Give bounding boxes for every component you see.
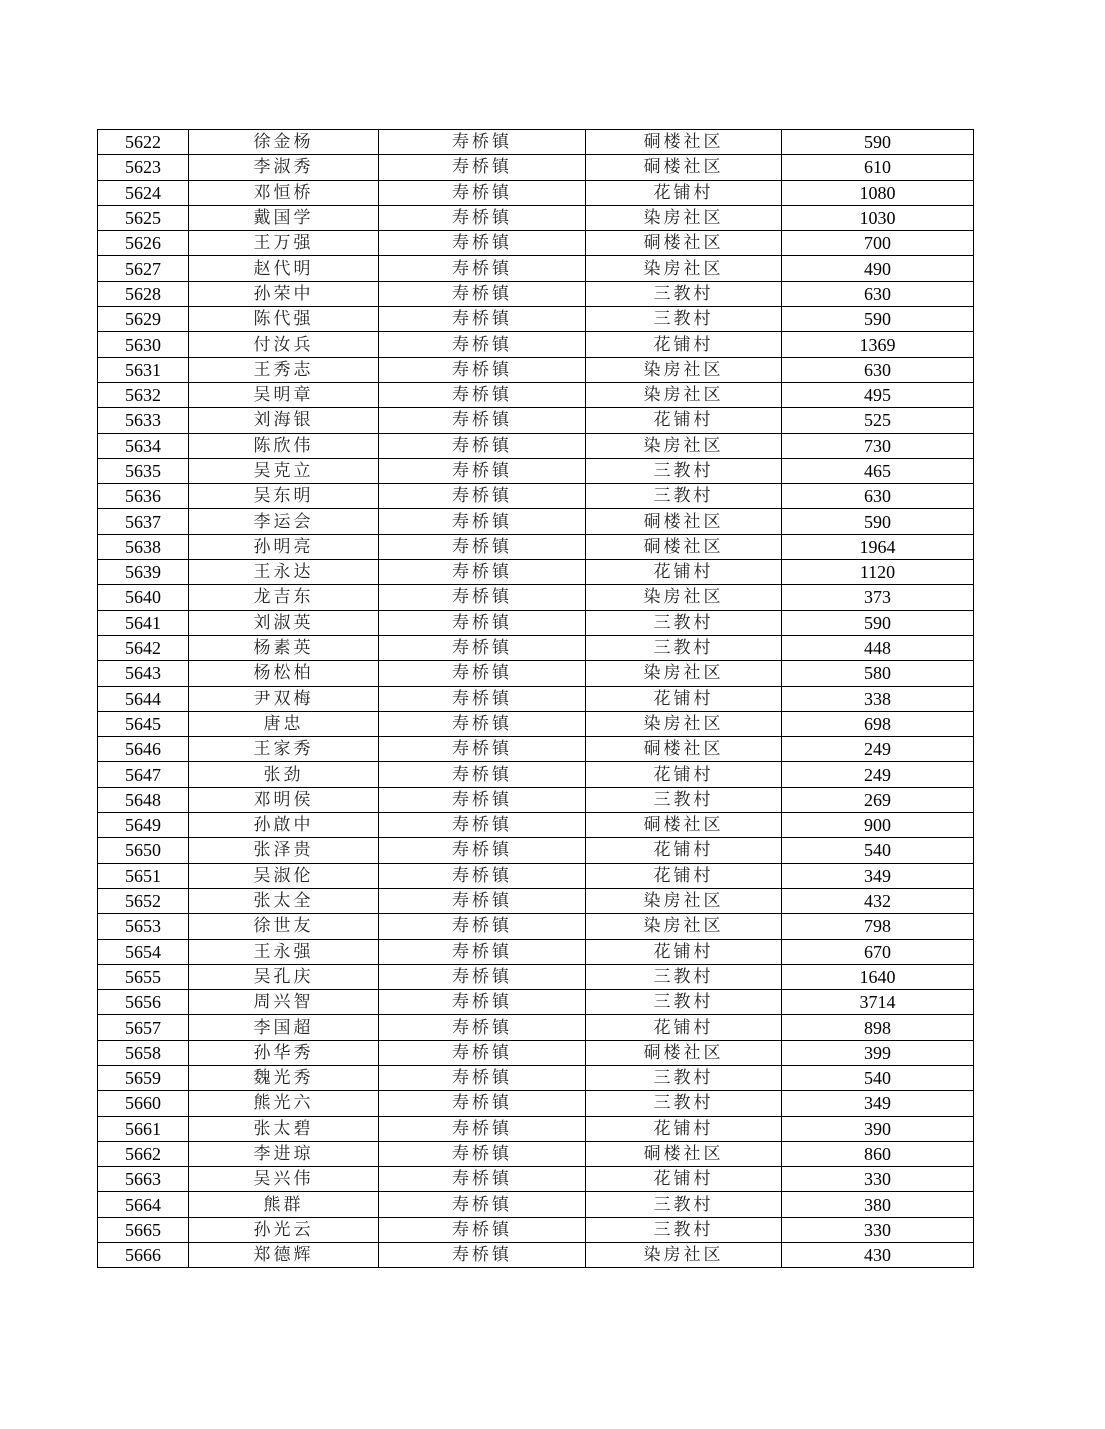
- row-number-cell: 5639: [98, 560, 189, 585]
- person-name-cell: 邓明侯: [189, 787, 379, 812]
- row-number-cell: 5647: [98, 762, 189, 787]
- amount-cell: 1964: [782, 534, 974, 559]
- village-cell: 染房社区: [586, 1243, 782, 1268]
- row-number-cell: 5666: [98, 1243, 189, 1268]
- table-body: [98, 130, 974, 1268]
- town-cell: 寿桥镇: [379, 130, 586, 155]
- village-cell: 硐楼社区: [586, 534, 782, 559]
- amount-cell: 373: [782, 585, 974, 610]
- village-cell: 染房社区: [586, 711, 782, 736]
- town-cell: 寿桥镇: [379, 332, 586, 357]
- amount-cell: 540: [782, 838, 974, 863]
- amount-cell: 390: [782, 1116, 974, 1141]
- person-name-cell: 唐忠: [189, 711, 379, 736]
- person-name-cell: 吴克立: [189, 458, 379, 483]
- village-cell: 硐楼社区: [586, 130, 782, 155]
- row-number-cell: 5664: [98, 1192, 189, 1217]
- table-row: [98, 888, 974, 913]
- person-name-cell: 李国超: [189, 1015, 379, 1040]
- person-name-cell: 张泽贵: [189, 838, 379, 863]
- person-name-cell: 戴国学: [189, 205, 379, 230]
- table-row: [98, 256, 974, 281]
- town-cell: 寿桥镇: [379, 964, 586, 989]
- town-cell: 寿桥镇: [379, 1243, 586, 1268]
- village-cell: 染房社区: [586, 256, 782, 281]
- amount-cell: 490: [782, 256, 974, 281]
- table-row: [98, 686, 974, 711]
- table-row: [98, 307, 974, 332]
- person-name-cell: 杨素英: [189, 635, 379, 660]
- person-name-cell: 吴明章: [189, 382, 379, 407]
- village-cell: 三教村: [586, 1217, 782, 1242]
- village-cell: 三教村: [586, 635, 782, 660]
- person-name-cell: 孙明亮: [189, 534, 379, 559]
- amount-cell: 730: [782, 433, 974, 458]
- amount-cell: 448: [782, 635, 974, 660]
- person-name-cell: 付汝兵: [189, 332, 379, 357]
- person-name-cell: 熊群: [189, 1192, 379, 1217]
- table-row: [98, 787, 974, 812]
- town-cell: 寿桥镇: [379, 458, 586, 483]
- amount-cell: 249: [782, 762, 974, 787]
- row-number-cell: 5633: [98, 408, 189, 433]
- amount-cell: 590: [782, 509, 974, 534]
- town-cell: 寿桥镇: [379, 1091, 586, 1116]
- row-number-cell: 5630: [98, 332, 189, 357]
- row-number-cell: 5661: [98, 1116, 189, 1141]
- table-row: [98, 990, 974, 1015]
- town-cell: 寿桥镇: [379, 408, 586, 433]
- table-row: [98, 585, 974, 610]
- amount-cell: 465: [782, 458, 974, 483]
- person-name-cell: 孙荣中: [189, 281, 379, 306]
- town-cell: 寿桥镇: [379, 838, 586, 863]
- town-cell: 寿桥镇: [379, 1040, 586, 1065]
- village-cell: 三教村: [586, 458, 782, 483]
- table-row: [98, 661, 974, 686]
- table-row: [98, 610, 974, 635]
- table-row: [98, 1040, 974, 1065]
- town-cell: 寿桥镇: [379, 281, 586, 306]
- amount-cell: 349: [782, 1091, 974, 1116]
- town-cell: 寿桥镇: [379, 888, 586, 913]
- town-cell: 寿桥镇: [379, 231, 586, 256]
- row-number-cell: 5640: [98, 585, 189, 610]
- row-number-cell: 5649: [98, 813, 189, 838]
- amount-cell: 580: [782, 661, 974, 686]
- amount-cell: 630: [782, 357, 974, 382]
- village-cell: 花铺村: [586, 560, 782, 585]
- person-name-cell: 陈代强: [189, 307, 379, 332]
- amount-cell: 670: [782, 939, 974, 964]
- town-cell: 寿桥镇: [379, 1015, 586, 1040]
- amount-cell: 590: [782, 307, 974, 332]
- person-name-cell: 邓恒桥: [189, 180, 379, 205]
- row-number-cell: 5645: [98, 711, 189, 736]
- table-row: [98, 130, 974, 155]
- village-cell: 花铺村: [586, 1116, 782, 1141]
- row-number-cell: 5660: [98, 1091, 189, 1116]
- person-name-cell: 孙光云: [189, 1217, 379, 1242]
- table-row: [98, 281, 974, 306]
- town-cell: 寿桥镇: [379, 813, 586, 838]
- person-name-cell: 王永达: [189, 560, 379, 585]
- table-row: [98, 560, 974, 585]
- village-cell: 花铺村: [586, 686, 782, 711]
- town-cell: 寿桥镇: [379, 762, 586, 787]
- row-number-cell: 5650: [98, 838, 189, 863]
- town-cell: 寿桥镇: [379, 863, 586, 888]
- table-row: [98, 332, 974, 357]
- row-number-cell: 5662: [98, 1141, 189, 1166]
- town-cell: 寿桥镇: [379, 1116, 586, 1141]
- town-cell: 寿桥镇: [379, 610, 586, 635]
- town-cell: 寿桥镇: [379, 534, 586, 559]
- row-number-cell: 5629: [98, 307, 189, 332]
- village-cell: 硐楼社区: [586, 231, 782, 256]
- village-cell: 硐楼社区: [586, 1141, 782, 1166]
- amount-cell: 249: [782, 737, 974, 762]
- village-cell: 硐楼社区: [586, 813, 782, 838]
- town-cell: 寿桥镇: [379, 939, 586, 964]
- row-number-cell: 5648: [98, 787, 189, 812]
- town-cell: 寿桥镇: [379, 686, 586, 711]
- amount-cell: 610: [782, 155, 974, 180]
- village-cell: 硐楼社区: [586, 737, 782, 762]
- table-row: [98, 484, 974, 509]
- person-name-cell: 尹双梅: [189, 686, 379, 711]
- person-name-cell: 周兴智: [189, 990, 379, 1015]
- data-table: [97, 129, 974, 1268]
- table-row: [98, 1141, 974, 1166]
- row-number-cell: 5665: [98, 1217, 189, 1242]
- town-cell: 寿桥镇: [379, 256, 586, 281]
- village-cell: 花铺村: [586, 1167, 782, 1192]
- village-cell: 花铺村: [586, 408, 782, 433]
- row-number-cell: 5637: [98, 509, 189, 534]
- table-row: [98, 1065, 974, 1090]
- village-cell: 花铺村: [586, 939, 782, 964]
- table-row: [98, 534, 974, 559]
- person-name-cell: 刘海银: [189, 408, 379, 433]
- person-name-cell: 王永强: [189, 939, 379, 964]
- amount-cell: 430: [782, 1243, 974, 1268]
- town-cell: 寿桥镇: [379, 560, 586, 585]
- person-name-cell: 魏光秀: [189, 1065, 379, 1090]
- row-number-cell: 5656: [98, 990, 189, 1015]
- row-number-cell: 5634: [98, 433, 189, 458]
- person-name-cell: 吴东明: [189, 484, 379, 509]
- table-row: [98, 1192, 974, 1217]
- village-cell: 硐楼社区: [586, 509, 782, 534]
- amount-cell: 349: [782, 863, 974, 888]
- amount-cell: 1030: [782, 205, 974, 230]
- person-name-cell: 陈欣伟: [189, 433, 379, 458]
- village-cell: 三教村: [586, 484, 782, 509]
- table-row: [98, 939, 974, 964]
- table-row: [98, 711, 974, 736]
- town-cell: 寿桥镇: [379, 433, 586, 458]
- town-cell: 寿桥镇: [379, 914, 586, 939]
- person-name-cell: 吴淑伦: [189, 863, 379, 888]
- town-cell: 寿桥镇: [379, 1065, 586, 1090]
- row-number-cell: 5635: [98, 458, 189, 483]
- amount-cell: 898: [782, 1015, 974, 1040]
- person-name-cell: 张太碧: [189, 1116, 379, 1141]
- person-name-cell: 徐世友: [189, 914, 379, 939]
- town-cell: 寿桥镇: [379, 661, 586, 686]
- village-cell: 染房社区: [586, 357, 782, 382]
- village-cell: 三教村: [586, 1192, 782, 1217]
- person-name-cell: 张太全: [189, 888, 379, 913]
- town-cell: 寿桥镇: [379, 205, 586, 230]
- row-number-cell: 5654: [98, 939, 189, 964]
- village-cell: 染房社区: [586, 205, 782, 230]
- table-row: [98, 635, 974, 660]
- person-name-cell: 吴兴伟: [189, 1167, 379, 1192]
- amount-cell: 525: [782, 408, 974, 433]
- amount-cell: 798: [782, 914, 974, 939]
- amount-cell: 269: [782, 787, 974, 812]
- table-row: [98, 863, 974, 888]
- row-number-cell: 5627: [98, 256, 189, 281]
- town-cell: 寿桥镇: [379, 737, 586, 762]
- person-name-cell: 杨松柏: [189, 661, 379, 686]
- town-cell: 寿桥镇: [379, 155, 586, 180]
- row-number-cell: 5652: [98, 888, 189, 913]
- row-number-cell: 5658: [98, 1040, 189, 1065]
- table-row: [98, 964, 974, 989]
- amount-cell: 330: [782, 1217, 974, 1242]
- table-row: [98, 458, 974, 483]
- row-number-cell: 5622: [98, 130, 189, 155]
- row-number-cell: 5626: [98, 231, 189, 256]
- village-cell: 花铺村: [586, 180, 782, 205]
- village-cell: 三教村: [586, 307, 782, 332]
- person-name-cell: 孙啟中: [189, 813, 379, 838]
- table-row: [98, 155, 974, 180]
- row-number-cell: 5651: [98, 863, 189, 888]
- amount-cell: 540: [782, 1065, 974, 1090]
- row-number-cell: 5624: [98, 180, 189, 205]
- amount-cell: 860: [782, 1141, 974, 1166]
- person-name-cell: 郑德辉: [189, 1243, 379, 1268]
- person-name-cell: 王秀志: [189, 357, 379, 382]
- amount-cell: 432: [782, 888, 974, 913]
- person-name-cell: 吴孔庆: [189, 964, 379, 989]
- village-cell: 花铺村: [586, 1015, 782, 1040]
- row-number-cell: 5631: [98, 357, 189, 382]
- town-cell: 寿桥镇: [379, 711, 586, 736]
- village-cell: 花铺村: [586, 762, 782, 787]
- amount-cell: 380: [782, 1192, 974, 1217]
- row-number-cell: 5663: [98, 1167, 189, 1192]
- person-name-cell: 李进琼: [189, 1141, 379, 1166]
- person-name-cell: 张劲: [189, 762, 379, 787]
- amount-cell: 1640: [782, 964, 974, 989]
- person-name-cell: 熊光六: [189, 1091, 379, 1116]
- table-row: [98, 1116, 974, 1141]
- table-row: [98, 1091, 974, 1116]
- person-name-cell: 王家秀: [189, 737, 379, 762]
- row-number-cell: 5625: [98, 205, 189, 230]
- person-name-cell: 李淑秀: [189, 155, 379, 180]
- town-cell: 寿桥镇: [379, 585, 586, 610]
- village-cell: 硐楼社区: [586, 155, 782, 180]
- row-number-cell: 5655: [98, 964, 189, 989]
- table-row: [98, 509, 974, 534]
- row-number-cell: 5623: [98, 155, 189, 180]
- row-number-cell: 5653: [98, 914, 189, 939]
- village-cell: 三教村: [586, 1065, 782, 1090]
- table-row: [98, 838, 974, 863]
- table-row: [98, 180, 974, 205]
- village-cell: 染房社区: [586, 661, 782, 686]
- village-cell: 硐楼社区: [586, 1040, 782, 1065]
- row-number-cell: 5638: [98, 534, 189, 559]
- town-cell: 寿桥镇: [379, 1217, 586, 1242]
- town-cell: 寿桥镇: [379, 357, 586, 382]
- amount-cell: 495: [782, 382, 974, 407]
- table-row: [98, 408, 974, 433]
- row-number-cell: 5641: [98, 610, 189, 635]
- amount-cell: 1120: [782, 560, 974, 585]
- person-name-cell: 李运会: [189, 509, 379, 534]
- village-cell: 三教村: [586, 281, 782, 306]
- table-row: [98, 914, 974, 939]
- row-number-cell: 5636: [98, 484, 189, 509]
- village-cell: 染房社区: [586, 888, 782, 913]
- amount-cell: 698: [782, 711, 974, 736]
- table-row: [98, 1167, 974, 1192]
- row-number-cell: 5646: [98, 737, 189, 762]
- row-number-cell: 5657: [98, 1015, 189, 1040]
- village-cell: 三教村: [586, 990, 782, 1015]
- village-cell: 三教村: [586, 1091, 782, 1116]
- village-cell: 花铺村: [586, 838, 782, 863]
- person-name-cell: 孙华秀: [189, 1040, 379, 1065]
- village-cell: 花铺村: [586, 332, 782, 357]
- village-cell: 三教村: [586, 964, 782, 989]
- amount-cell: 700: [782, 231, 974, 256]
- town-cell: 寿桥镇: [379, 509, 586, 534]
- row-number-cell: 5632: [98, 382, 189, 407]
- amount-cell: 1369: [782, 332, 974, 357]
- town-cell: 寿桥镇: [379, 990, 586, 1015]
- amount-cell: 3714: [782, 990, 974, 1015]
- table-row: [98, 1015, 974, 1040]
- village-cell: 三教村: [586, 787, 782, 812]
- amount-cell: 630: [782, 281, 974, 306]
- village-cell: 花铺村: [586, 863, 782, 888]
- table-row: [98, 737, 974, 762]
- town-cell: 寿桥镇: [379, 307, 586, 332]
- person-name-cell: 徐金杨: [189, 130, 379, 155]
- village-cell: 染房社区: [586, 585, 782, 610]
- table-row: [98, 205, 974, 230]
- table-row: [98, 433, 974, 458]
- town-cell: 寿桥镇: [379, 484, 586, 509]
- row-number-cell: 5628: [98, 281, 189, 306]
- amount-cell: 630: [782, 484, 974, 509]
- table-row: [98, 813, 974, 838]
- town-cell: 寿桥镇: [379, 787, 586, 812]
- town-cell: 寿桥镇: [379, 180, 586, 205]
- table-row: [98, 1243, 974, 1268]
- person-name-cell: 王万强: [189, 231, 379, 256]
- row-number-cell: 5642: [98, 635, 189, 660]
- table-row: [98, 357, 974, 382]
- row-number-cell: 5644: [98, 686, 189, 711]
- village-cell: 染房社区: [586, 382, 782, 407]
- person-name-cell: 龙吉东: [189, 585, 379, 610]
- town-cell: 寿桥镇: [379, 1167, 586, 1192]
- table-row: [98, 762, 974, 787]
- amount-cell: 330: [782, 1167, 974, 1192]
- village-cell: 染房社区: [586, 433, 782, 458]
- town-cell: 寿桥镇: [379, 1141, 586, 1166]
- table-row: [98, 382, 974, 407]
- town-cell: 寿桥镇: [379, 1192, 586, 1217]
- row-number-cell: 5659: [98, 1065, 189, 1090]
- person-name-cell: 赵代明: [189, 256, 379, 281]
- table-row: [98, 1217, 974, 1242]
- amount-cell: 1080: [782, 180, 974, 205]
- amount-cell: 338: [782, 686, 974, 711]
- row-number-cell: 5643: [98, 661, 189, 686]
- village-cell: 染房社区: [586, 914, 782, 939]
- village-cell: 三教村: [586, 610, 782, 635]
- amount-cell: 900: [782, 813, 974, 838]
- amount-cell: 590: [782, 130, 974, 155]
- table-row: [98, 231, 974, 256]
- amount-cell: 590: [782, 610, 974, 635]
- town-cell: 寿桥镇: [379, 635, 586, 660]
- person-name-cell: 刘淑英: [189, 610, 379, 635]
- town-cell: 寿桥镇: [379, 382, 586, 407]
- amount-cell: 399: [782, 1040, 974, 1065]
